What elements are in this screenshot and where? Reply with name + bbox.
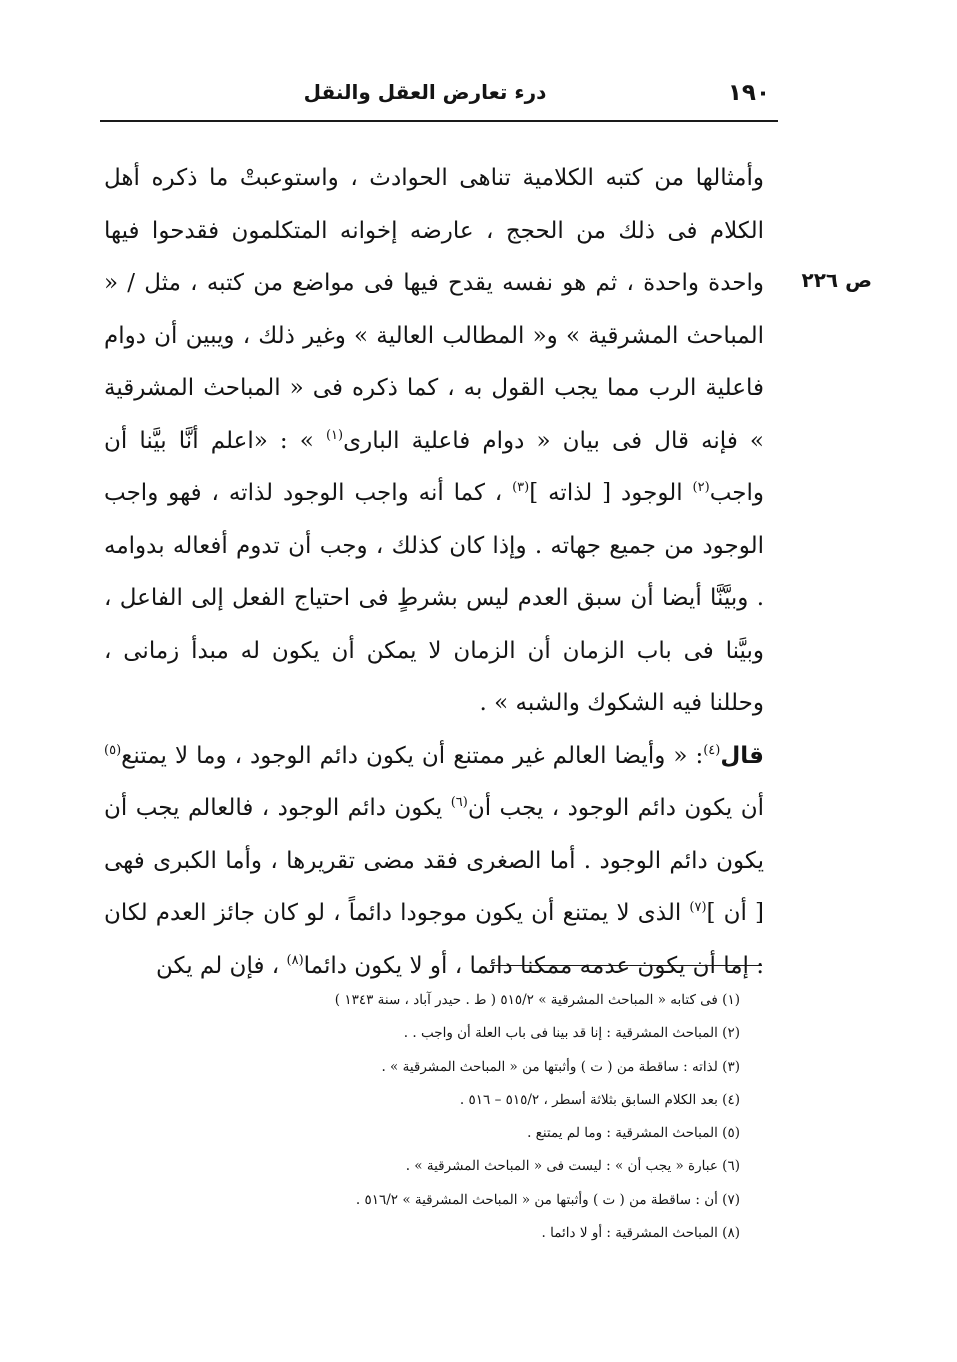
footnote-2: (٢) المباحث المشرقية : إنا قد بينا فى باب العلة أن واجب . . [403, 1025, 740, 1042]
footnote-ref-1: (١) [325, 427, 344, 443]
footnote-1: (١) فى كتابه « المباحث المشرقية » ٥١٥/٢ ( ط . حيدر آباد ، سنة ١٣٤٣ ) [334, 992, 740, 1008]
qal-label: قال [720, 742, 764, 769]
text-run: ، كما أنه واجب الوجود لذاته ، فهو واجب الوجود من جميع جهاته . وإذا كان كذلك ، وجب أن تدوم أفعاله بدوامه . وبيَّنَّا أيضا أن سبق العدم ليس بشرطٍ فى احتياج الفعل إلى الفاعل ، وبيَّنا فى باب الزمان أن الزمان لا يمكن أن يكون له مبدأ زمانى ، وحللنا فيه الشكوك والشبه » . [104, 480, 765, 716]
footnote-8: (٨) المباحث المشرقية : أو لا دائما . [541, 1225, 740, 1242]
text-run: الوجود [ لذاته ] [529, 480, 693, 506]
footnote-5: (٥) المباحث المشرقية : وما لم يمتنع . [527, 1125, 740, 1142]
running-header [100, 70, 778, 120]
paragraph-2 [104, 730, 764, 993]
text-run: الذى لا يمتنع أن يكون موجودا دائماً ، لو كان جائز العدم لكان : إما أن يكون عدمه ممكنا دائما ، أو لا يكون دائما [104, 900, 764, 979]
paragraph-1 [104, 152, 764, 730]
running-title: درء تعارض العقل والنقل [303, 80, 547, 104]
footnote-4: (٤) بعد الكلام السابق بثلاثة أسطر ، ٥١٥/٢ – ٥١٦ . [459, 1091, 740, 1108]
footnote-ref-8: (٨) [286, 952, 304, 968]
footnote-ref-2: (٢) [692, 480, 710, 495]
footnote-ref-4: (٤) [703, 742, 721, 758]
text-run: » : «اعلم أنَّا بيَّنا أن واجب [104, 427, 764, 506]
footnote-divider [490, 965, 762, 966]
page-number: ١٩٠ [727, 80, 770, 106]
text-run: : « وأيضا العالم غير ممتنع أن يكون دائم الوجود ، وما لا يمتنع [121, 742, 704, 769]
margin-page-reference: ص ٢٢٦ [801, 268, 872, 292]
main-text [104, 152, 764, 992]
footnotes [230, 984, 740, 1250]
footnote-3: (٣) لذاته : ساقطة من ( ت ) وأثبتها من « المباحث المشرقية » . [381, 1058, 740, 1075]
text-run: يكون دائم الوجود ، فالعالم يجب أن يكون دائم الوجود . أما الصغرى فقد مضى تقريرها ، وأما الكبرى فهى [ أن ] [104, 795, 764, 926]
text-run: أن يكون دائم الوجود ، يجب أن [467, 795, 765, 821]
footnote-6: (٦) عبارة « يجب أن » : ليست فى « المباحث المشرقية » . [405, 1158, 740, 1175]
footnote-ref-3: (٣) [512, 480, 530, 495]
footnote-7: (٧) أن : ساقطة من ( ت ) وأثبتها من « المباحث المشرقية » ٥١٦/٢ . [355, 1191, 740, 1208]
text-run: وأمثالها من كتبه الكلامية تناهى الحوادث ، واستوعبتْ ما ذكره أهل الكلام فى ذلك من الحجج ، عارضه إخوانه المتكلمون فقدحوا فيها واحدة واحدة ، ثم هو نفسه يقدح فيها فى مواضع من كتبه ، مثل / « المباحث المشرقية » و« المطالب العالية » وغير ذلك ، ويبين أن دوام فاعلية الرب مما يجب القول به ، كما ذكره فى « المباحث المشرقية » فإنه قال فى بيان « دوام فاعلية البارى [104, 165, 764, 454]
footnote-ref-5: (٥) [104, 742, 122, 758]
text-run: ، فإن لم يكن [156, 952, 287, 979]
footnote-ref-7: (٧) [689, 900, 707, 915]
footnote-ref-6: (٦) [450, 795, 468, 810]
header-divider [100, 120, 778, 122]
